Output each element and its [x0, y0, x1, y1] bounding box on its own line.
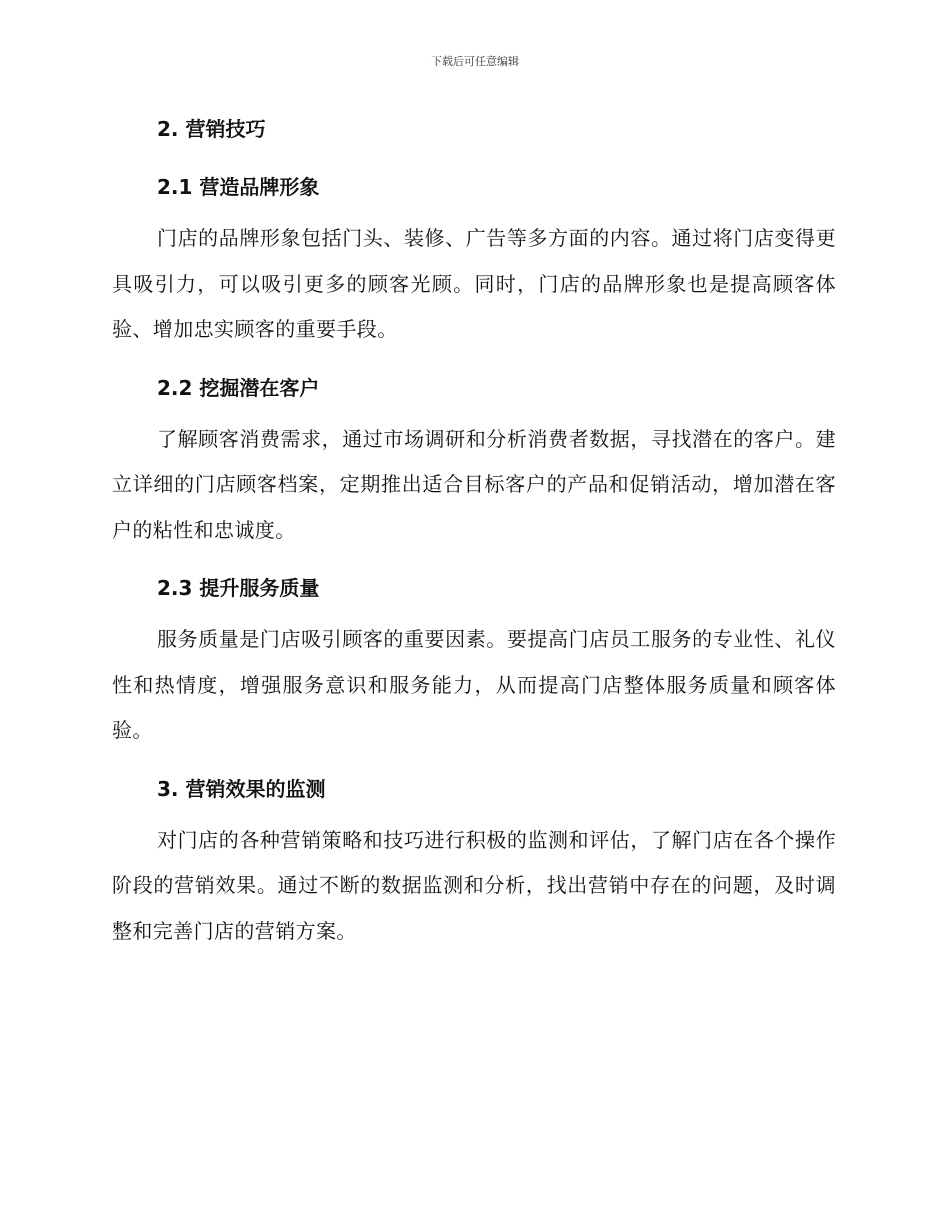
page-header: 下载后可任意编辑 [431, 55, 519, 68]
paragraph-service-quality: 服务质量是门店吸引顾客的重要因素。要提高门店员工服务的专业性、礼仪性和热情度，增强服务意识和服务能力，从而提高门店整体服务质量和顾客体验。 [112, 627, 836, 742]
section-heading-effect-monitoring: 3. 营销效果的监测 [157, 776, 326, 801]
paragraph-potential-customers: 了解顾客消费需求，通过市场调研和分析消费者数据，寻找潜在的客户。建立详细的门店顾客档案，定期推出适合目标客户的产品和促销活动，增加潜在客户的粘性和忠诚度。 [112, 426, 836, 542]
document-body [112, 106, 836, 966]
section-heading-marketing-skills: 2. 营销技巧 [157, 117, 266, 141]
subheading-potential-customers: 2.2 挖掘潜在客户 [157, 375, 320, 400]
paragraph-effect-monitoring: 对门店的各种营销策略和技巧进行积极的监测和评估，了解门店在各个操作阶段的营销效果。通过不断的数据监测和分析，找出营销中存在的问题，及时调整和完善门店的营销方案。 [112, 827, 836, 943]
subheading-service-quality: 2.3 提升服务质量 [157, 576, 320, 600]
subheading-brand-image: 2.1 营造品牌形象 [157, 175, 320, 199]
paragraph-brand-image: 门店的品牌形象包括门头、装修、广告等多方面的内容。通过将门店变得更具吸引力，可以吸引更多的顾客光顾。同时，门店的品牌形象也是提高顾客体验、增加忠实顾客的重要手段。 [112, 226, 836, 341]
